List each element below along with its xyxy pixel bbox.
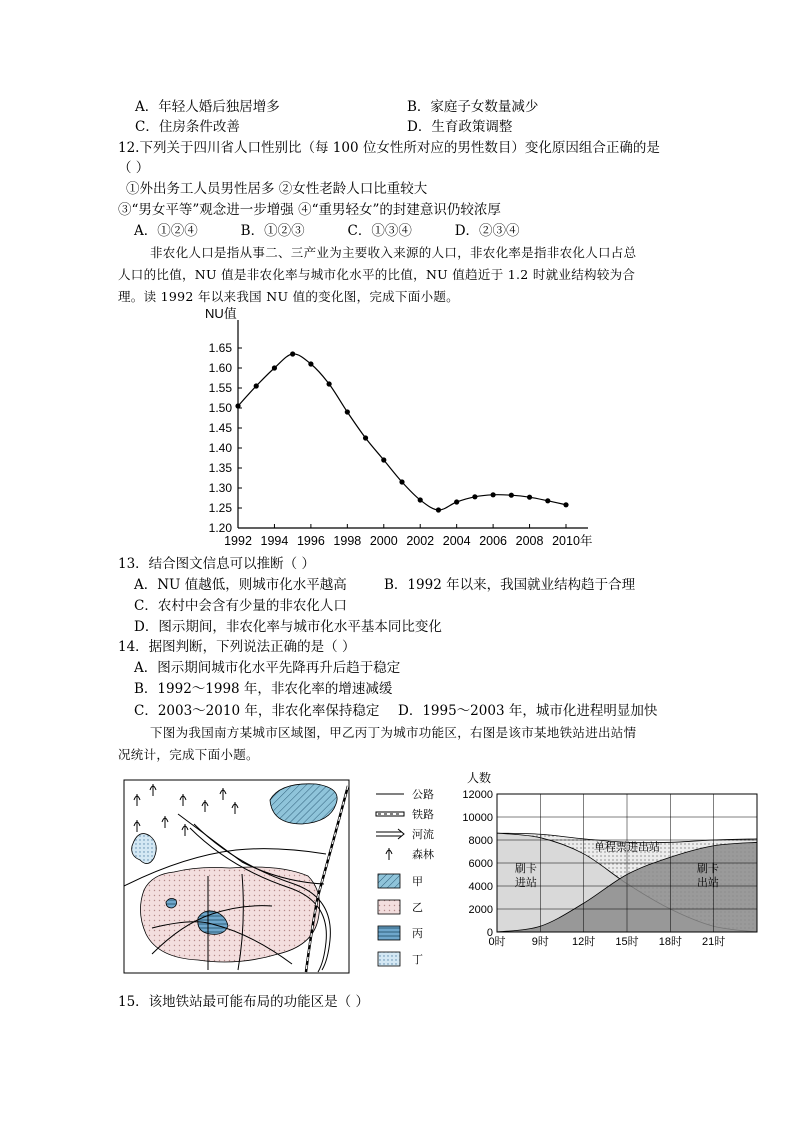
q14-option-c: C．2003～2010 年，非农化率保持稳定 <box>134 703 380 719</box>
nu-x-tick-label: 2004 <box>442 534 471 548</box>
nu-series-line <box>238 354 566 510</box>
nu-y-tick-label: 1.65 <box>208 341 232 355</box>
nu-data-point <box>308 361 313 366</box>
nu-y-tick-label: 1.50 <box>208 401 232 415</box>
legend-forest-label: 森林 <box>412 849 434 861</box>
metro-y-tick-label: 0 <box>486 927 493 939</box>
metro-station-flow-chart <box>455 770 760 980</box>
nu-x-tick-label: 1994 <box>260 534 289 548</box>
nu-data-point <box>472 494 477 499</box>
nu-x-tick-label: 2010 <box>552 534 580 548</box>
nu-data-point <box>527 495 532 500</box>
q12-options: A．①②④ B．①②③ C．①③④ D．②③④ <box>134 223 520 239</box>
q12-items-1: ①外出务工人员男性居多 ②女性老龄人口比重较大 <box>126 181 428 197</box>
passage1-line2: 人口的比值，NU 值是非农化率与城市化水平的比值，NU 值趋近于 1.2 时就业结构较为合 <box>118 267 636 282</box>
q14-option-d: D．1995～2003 年，城市化进程明显加快 <box>398 703 658 719</box>
nu-data-point <box>235 403 240 408</box>
nu-y-tick-label: 1.35 <box>208 461 232 475</box>
metro-x-tick-label: 18时 <box>658 936 682 948</box>
metro-y-label: 人数 <box>467 771 492 785</box>
nu-x-tick-label: 2002 <box>406 534 435 548</box>
nu-x-tick-label: 1992 <box>224 534 252 548</box>
nu-data-point <box>363 435 368 440</box>
nu-data-point <box>399 479 404 484</box>
bing-zone-small <box>166 898 177 908</box>
nu-data-point <box>454 499 459 504</box>
metro-y-tick-label: 10000 <box>462 812 493 824</box>
q13-option-d: D．图示期间，非农化率与城市化水平基本同比变化 <box>134 619 442 635</box>
nu-y-label: NU值 <box>205 306 237 321</box>
q12-items-2: ③“男女平等”观念进一步增强 ④“重男轻女”的封建意识仍较浓厚 <box>118 202 501 218</box>
passage1-line1: 非农化人口是指从事二、三产业为主要收入来源的人口，非农化率是指非农化人口占总 <box>150 245 637 260</box>
q14-option-a: A．图示期间城市化水平先降再升后趋于稳定 <box>134 660 401 676</box>
passage1-line3: 理。读 1992 年以来我国 NU 值的变化图，完成下面小题。 <box>118 289 459 304</box>
metro-x-tick-label: 15时 <box>615 936 639 948</box>
nu-data-point <box>491 492 496 497</box>
legend-jia-label: 甲 <box>412 876 423 888</box>
nu-y-tick-label: 1.45 <box>208 421 232 435</box>
nu-data-point <box>545 498 550 503</box>
metro-y-tick-label: 6000 <box>468 858 493 870</box>
nu-y-tick-label: 1.40 <box>208 441 232 455</box>
annotation-card-entry-2: 进站 <box>514 877 537 890</box>
annotation-card-entry-1: 刷卡 <box>514 863 537 876</box>
metro-y-tick-label: 12000 <box>462 789 493 801</box>
nu-data-point <box>509 493 514 498</box>
nu-axes <box>205 306 593 548</box>
map-legend <box>376 788 434 966</box>
q13-option-c: C．农村中会含有少量的非农化人口 <box>134 598 347 614</box>
yi-zone <box>140 867 319 962</box>
metro-x-tick-label: 21时 <box>702 936 726 948</box>
annotation-single-ticket: 单程票进出站 <box>594 841 660 854</box>
passage2-line1: 下图为我国南方某城市区域图，甲乙丙丁为城市功能区，右图是该市某地铁站进出站情 <box>150 725 637 740</box>
q12-paren: （ ） <box>118 160 150 176</box>
annotation-card-exit-1: 刷卡 <box>696 863 719 876</box>
metro-y-tick-label: 8000 <box>468 835 493 847</box>
metro-y-tick-label: 4000 <box>468 881 493 893</box>
q13-stem: 13．结合图文信息可以推断（ ） <box>118 556 315 572</box>
metro-x-tick-label: 12时 <box>572 936 596 948</box>
legend-yi-label: 乙 <box>412 902 423 914</box>
nu-data-point <box>418 497 423 502</box>
metro-x-tick-label: 0时 <box>488 936 506 948</box>
nu-data-point <box>345 409 350 414</box>
q15-stem: 15．该地铁站最可能布局的功能区是（ ） <box>118 994 369 1010</box>
nu-y-tick-label: 1.30 <box>208 481 232 495</box>
nu-x-tick-label: 1998 <box>333 534 362 548</box>
city-region-map <box>122 778 470 976</box>
nu-value-line-chart <box>190 300 610 555</box>
q13-option-a: A．NU 值越低，则城市化水平越高 <box>134 577 347 593</box>
q11-option-a: A．年轻人婚后独居增多 <box>135 99 280 115</box>
nu-data-point <box>563 502 568 507</box>
q11-option-d: D．生育政策调整 <box>407 119 513 135</box>
nu-y-tick-label: 1.55 <box>208 381 232 395</box>
nu-data-point <box>290 351 295 356</box>
q12-stem: 12.下列关于四川省人口性别比（每 100 位女性所对应的男性数目）变化原因组合正确的是 <box>118 140 660 156</box>
q11-option-c: C．住房条件改善 <box>135 119 240 135</box>
passage2-line2: 况统计，完成下面小题。 <box>118 747 259 762</box>
nu-data-point <box>381 457 386 462</box>
metro-x-tick-label: 9时 <box>531 936 549 948</box>
nu-data-point <box>272 365 277 370</box>
nu-data-point <box>436 507 441 512</box>
nu-y-tick-label: 1.20 <box>208 521 232 535</box>
q11-option-b: B．家庭子女数量减少 <box>407 99 539 115</box>
legend-bing-label: 丙 <box>412 928 423 940</box>
nu-x-tick-label: 2006 <box>479 534 508 548</box>
metro-y-tick-label: 2000 <box>468 904 493 916</box>
nu-y-tick-label: 1.60 <box>208 361 232 375</box>
legend-rail-label: 铁路 <box>412 809 434 821</box>
legend-road-label: 公路 <box>412 789 434 801</box>
q14-stem: 14．据图判断，下列说法正确的是（ ） <box>118 639 356 655</box>
nu-x-tick-label: 2008 <box>515 534 544 548</box>
legend-river-label: 河流 <box>412 829 434 841</box>
nu-x-tick-label: 2000 <box>369 534 398 548</box>
q14-option-b: B．1992～1998 年，非农化率的增速减缓 <box>134 681 393 697</box>
nu-x-label: 年 <box>580 534 593 548</box>
nu-data-point <box>327 381 332 386</box>
annotation-card-exit-2: 出站 <box>696 877 719 890</box>
nu-y-tick-label: 1.25 <box>208 501 232 515</box>
legend-ding-label: 丁 <box>412 954 423 966</box>
q13-option-b: B．1992 年以来，我国就业结构趋于合理 <box>384 577 636 593</box>
nu-marks <box>235 351 568 512</box>
nu-data-point <box>254 383 259 388</box>
nu-x-tick-label: 1996 <box>296 534 325 548</box>
